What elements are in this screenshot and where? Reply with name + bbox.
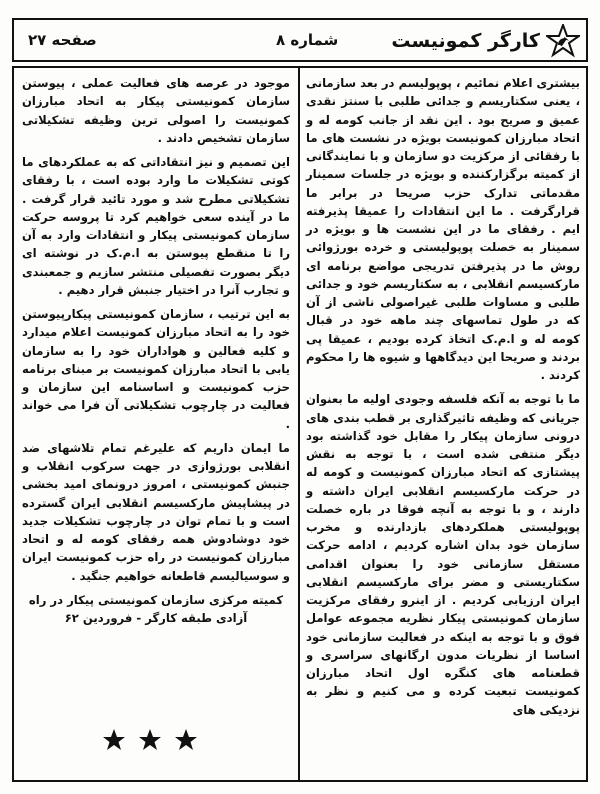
paragraph: به این ترتیب ، سازمان کمونیستی پیکارپیوستن خود را به اتحاد مبارزان کمونیست اعلام میدارد و کلیه فعالین و هواداران خود را به سازمان یابی با اتحاد مبارزان کمونیست بر مبنای برنامه حزب کمونیست و اساسنامه این سازمان و فعالیت در چارچوب تشکیلاتی آن فرا می خواند .	[22, 307, 290, 431]
hammer-sickle-star-icon	[546, 24, 580, 58]
paragraph: ما ایمان داریم که علیرغم تمام تلاشهای ضد انقلابی بورژوازی در جهت سرکوب انقلاب و جنبش کمونیستی ، امروز درونمای امید بخشی در پیشاپیش مارکسیسم انقلابی ایران گسترده است و با تمام توان در چارچوب تشکیلات جدید خود دوشادوش همه رفقای کومه له و اتحاد مبارزان کمونیست در راه حزب کمونیست ایران و سوسیالیسم قاطعانه خواهیم جنگید .	[22, 440, 290, 583]
column-divider	[298, 66, 300, 782]
paragraph: بیشتری اعلام نمائیم ، پوپولیسم در بعد سازمانی ، یعنی سکتاریسم و جدائی طلبی با سنتز نقدی عمیق و صریح بود . این نقد از جانب کومه له و اتحاد مبارزان کمونیست بویژه در نشست های ما با رفقائی از مرکزیت دو سازمان و با نمایندگانی از کمیته برگزارکننده و بویژه در جلسات سمینار مقدماتی تدارک حزب صریحا در برابر ما قرارگرفت . ما این انتقادات را عمیقا پذیرفته ایم . رفقای ما در این نشست ها و بویژه در سمینار به خصلت پوپولیستی و خرده بورژوائی روش ما در پذیرفتن تدریجی مواضع برنامه ای مارکسیسم انقلابی ، به سکتاریسم خود و جدائی طلبی و مساوات طلبی غیراصولی ناشی از آن که در طول تماسهای چند ماهه خود در قبال کومه له و ا.م.ک اتخاذ کرده بودیم ، عمیقا پی بردند و صریحا این دیدگاهها و شیوه ها را محکوم کردند .	[306, 76, 580, 382]
star-divider	[102, 728, 212, 754]
issue-number: شماره ۸	[276, 31, 339, 49]
paragraph: ما با توجه به آنکه فلسفه وجودی اولیه ما بعنوان جریانی که وظیفه تاثیرگذاری بر قطب بندی های درونی سازمان پیکار را مقابل خود گذاشته بود دیگر منتفی شده است ، با توجه به نقش پیشتازی که اتحاد مبارزان کمونیست و کومه له در حرکت مارکسیسم انقلابی ایران داشته و دارند ، و با توجه به آنچه فوقا در باره خصلت پوپولیستی هملکردهای بازدارنده و مخرب سازمان خود بدان اشاره کردیم ، ادامه حرکت مستقل سازمانی خود را بعنوان اقدامی سکتاریستی و مضر برای مارکسیسم انقلابی ایران ارزیابی کردیم . از اینرو رفقای مرکزیت سازمان کمونیستی پیکار نظریه مجموعه عوامل فوق و با توجه به اینکه در فعالیت سازمانی خود اساسا از نظریات مدون ارگانهای سراسری و قطعنامه های کنگره اول اتحاد مبارزان کمونیست تبعیت کرده و می کنیم و نظر به نزدیکی های	[306, 392, 580, 717]
right-column	[306, 74, 580, 719]
masthead	[391, 24, 580, 58]
masthead-title: کارگر کمونیست	[391, 30, 540, 52]
star-icon	[174, 728, 198, 752]
star-icon	[138, 728, 162, 752]
left-column	[22, 74, 290, 627]
paragraph: موجود در عرصه های فعالیت عملی ، پیوستن سازمان کمونیستی پیکار به اتحاد مبارزان کمونیست را اصولی ترین وظیفه تشکیلاتی سازمان تشخیص دادند .	[22, 76, 290, 145]
paragraph: این تصمیم و نیز انتقاداتی که به عملکردهای ما کوتی تشکیلات ما وارد بوده است ، با رفقای تشکیلاتی مطرح شد و مورد تائید قرار گرفت . ما در آینده سعی خواهیم کرد تا پروسه حرکت سازمان کمونیستی پیکار و انتقادات وارد به آن را تا منقطع پیوستن به ا.م.ک در نوشته ای دیگر بصورت تفصیلی منتشر سازیم و جمعبندی و تجارب آنرا در اختیار جنبش قرار دهیم .	[22, 155, 290, 297]
page-number: صفحه ۲۷	[28, 31, 97, 49]
star-icon	[102, 728, 126, 752]
page-header	[12, 18, 588, 62]
signature: کمیته مرکزی سازمان کمونیستی پیکار در راه آزادی طبقه کارگر - فروردین ۶۲	[28, 592, 284, 625]
